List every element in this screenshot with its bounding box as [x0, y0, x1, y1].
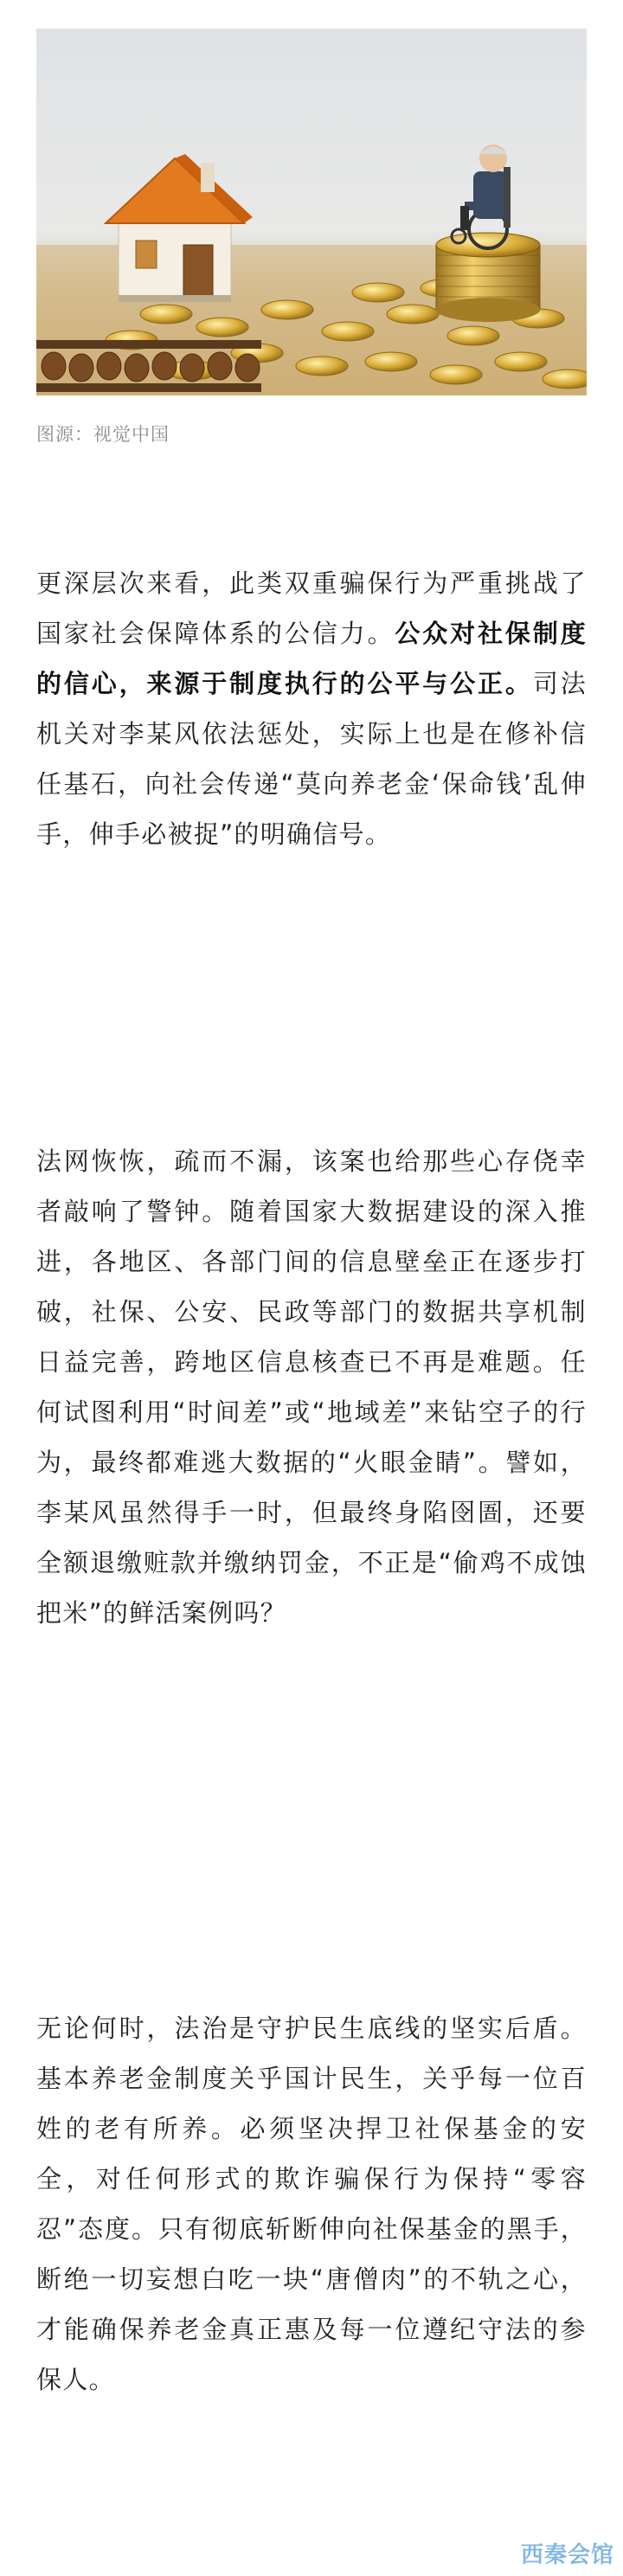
paragraph-1-text-c: 司法机关对李某风依法惩处，实际上也是在修补信任基石，向社会传递“莫向养老金‘保命钱’乱伸手，伸手必被捉”的明确信号。 [36, 669, 587, 849]
paragraph-1-text-a: 更深层次来看，此类双重骗保行为严重挑战了国家社会保障体系的公信力。 [36, 569, 587, 648]
paragraph-3: 无论何时，法治是守护民生底线的坚实后盾。基本养老金制度关乎国计民生，关乎每一位百姓的老有所养。必须坚决捍卫社保基金的安全，对任何形式的欺诈骗保行为保持“零容忍”态度。只有彻底斩断伸向社保基金的黑手，断绝一切妄想白吃一块“唐僧肉”的不轨之心，才能确保养老金真正惠及每一位遵纪守法的参保人。 [36, 2014, 587, 2394]
paragraph-2: 法网恢恢，疏而不漏，该案也给那些心存侥幸者敲响了警钟。随着国家大数据建设的深入推进，各地区、各部门间的信息壁垒正在逐步打破，社保、公安、民政等部门的数据共享机制日益完善，跨地区信息核查已不再是难题。任何试图利用“时间差”或“地域差”来钻空子的行为，最终都难逃大数据的“火眼金睛”。譬如，李某风虽然得手一时，但最终身陷囹圄，还要全额退缴赃款并缴纳罚金，不正是“偷鸡不成蚀把米”的鲜活案例吗？ [36, 1147, 587, 1628]
watermark-logo: 西秦会馆 [520, 2542, 614, 2568]
image-caption: 图源：视觉中国 [36, 424, 170, 445]
article-image [36, 29, 587, 395]
paragraph-1-bold-text: 公众对社保制度的信心，来源于制度执行的公平与公正。 [36, 619, 587, 698]
paragraph-1 [36, 558, 587, 859]
